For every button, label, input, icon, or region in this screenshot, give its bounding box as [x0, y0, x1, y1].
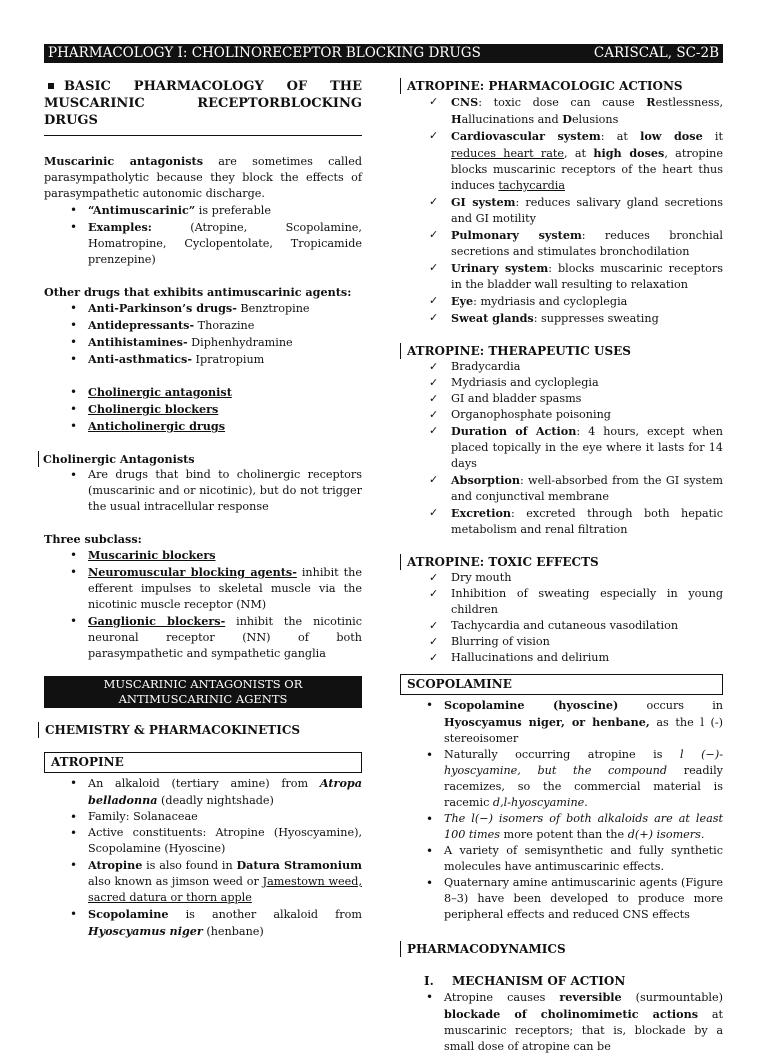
check-icon: ✓ — [429, 360, 439, 373]
list-item: • Ganglionic blockers- inhibit the nicotinic neuronal receptor (NN) of both parasympathetic and sympathetic ganglia — [44, 613, 362, 662]
list-item: • Examples: (Atropine, Scopolamine, Homatropine, Cyclopentolate, Tropicamide prenzepine) — [44, 219, 362, 268]
list-item: ✓ Organophosphate poisoning — [429, 408, 611, 421]
list-item: • Scopolamine is another alkaloid from Hyoscyamus niger (henbane) — [44, 906, 362, 940]
list-item: • The l(−) isomers of both alkaloids are at least 100 times more potent than the d(+) isomers. — [400, 811, 723, 843]
uses-heading: ATROPINE: THERAPEUTIC USES — [400, 343, 723, 359]
atropine-heading: ATROPINE — [44, 752, 362, 773]
list-item: ✓ Urinary system: blocks muscarinic receptors in the bladder wall resulting to relaxation — [429, 261, 723, 291]
list-item: • Muscarinic blockers — [44, 547, 362, 564]
list-item: • Cholinergic blockers — [44, 401, 362, 418]
list-item: ✓ Sweat glands: suppresses sweating — [429, 311, 659, 325]
check-icon: ✓ — [429, 228, 439, 241]
subclass-list — [44, 547, 362, 662]
list-item: • Neuromuscular blocking agents- inhibit the efferent impulses to skeletal muscle via the nicotinic muscle receptor (NM) — [44, 564, 362, 613]
list-item: ✓ Mydriasis and cycloplegia — [429, 376, 599, 389]
list-item: ✓ GI system: reduces salivary gland secretions and GI motility — [429, 195, 724, 225]
other-drugs-heading: Other drugs that exhibits antimuscarinic agents: — [44, 285, 352, 299]
list-item: ✓ Tachycardia and cutaneous vasodilation — [429, 619, 679, 632]
cholinergic-antagonists-heading: Cholinergic Antagonists — [38, 451, 362, 467]
check-icon: ✓ — [429, 408, 439, 421]
check-icon: ✓ — [429, 261, 439, 274]
list-item: ✓ Duration of Action: 4 hours, except when placed topically in the eye where it lasts for 14 days — [429, 424, 724, 470]
check-icon: ✓ — [429, 311, 439, 324]
check-icon: ✓ — [429, 635, 439, 648]
header-author: CARISCAL, SC-2B — [593, 45, 719, 61]
list-item: ✓ GI and bladder spasms — [429, 392, 582, 405]
check-icon: ✓ — [429, 473, 439, 486]
list-item: ✓ Excretion: excreted through both hepatic metabolism and renal filtration — [429, 506, 723, 536]
check-icon: ✓ — [429, 129, 439, 142]
list-item: ✓ CNS: toxic dose can cause Restlessness, Hallucinations and Delusions — [429, 95, 723, 126]
check-icon: ✓ — [429, 506, 439, 519]
scopolamine-heading: SCOPOLAMINE — [400, 674, 723, 695]
uses-list — [400, 359, 723, 538]
list-item: ✓ Inhibition of sweating especially in young children — [429, 587, 723, 616]
atropine-list — [44, 775, 362, 940]
list-item: • Active constituents: Atropine (Hyoscyamine), Scopolamine (Hyoscine) — [44, 825, 362, 857]
list-item: ✓ Cardiovascular system: at low dose it reduces heart rate, at high doses, atropine blocks muscarinic receptors of the heart thus induces tachycardia — [429, 129, 723, 192]
list-item: • Anti-Parkinson’s drugs- Benztropine — [44, 300, 362, 317]
list-item: ✓ Pulmonary system: reduces bronchial secretions and stimulates bronchodilation — [429, 228, 723, 258]
moa-list — [400, 989, 723, 1055]
list-item: • Anticholinergic drugs — [44, 418, 362, 435]
moa-heading: I. MECHANISM OF ACTION — [424, 974, 626, 988]
list-item: • Are drugs that bind to cholinergic receptors (muscarinic and or nicotinic), but do not trigger the usual intracellular response — [44, 467, 362, 515]
list-item: ✓ Hallucinations and delirium — [429, 651, 610, 664]
toxic-heading: ATROPINE: TOXIC EFFECTS — [400, 554, 723, 570]
list-item: • “Antimuscarinic” is preferable — [44, 202, 362, 219]
subclass-heading: Three subclass: — [44, 532, 142, 546]
left-column — [44, 78, 362, 940]
list-item: • An alkaloid (tertiary amine) from Atropa belladonna (deadly nightshade) — [44, 775, 362, 809]
intro-list — [44, 202, 362, 268]
right-column — [400, 78, 723, 1055]
pharmacodynamics-heading: PHARMACODYNAMICS — [400, 941, 723, 957]
list-item: • Scopolamine (hyoscine) occurs in Hyoscyamus niger, or henbane, as the l (-) stereoisomer — [400, 697, 723, 747]
check-icon: ✓ — [429, 424, 439, 437]
list-item: ✓ Dry mouth — [429, 571, 512, 584]
check-icon: ✓ — [429, 95, 439, 108]
check-icon: ✓ — [429, 392, 439, 405]
check-icon: ✓ — [429, 651, 439, 664]
list-item: • Family: Solanaceae — [44, 809, 362, 825]
scopolamine-list — [400, 697, 723, 923]
square-bullet-icon — [48, 83, 54, 89]
cholinergic-antagonists-list — [44, 467, 362, 515]
list-item: • A variety of semisynthetic and fully synthetic molecules have antimuscarinic effects. — [400, 843, 723, 875]
other-drugs-list — [44, 300, 362, 368]
actions-heading: ATROPINE: PHARMACOLOGIC ACTIONS — [400, 78, 723, 94]
intro-paragraph: Muscarinic antagonists are sometimes called parasympatholytic because they block the effects of parasympathetic autonomic discharge. — [44, 154, 362, 200]
toxic-list — [400, 570, 723, 666]
main-heading: BASIC PHARMACOLOGY OF THE MUSCARINIC RECEPTORBLOCKING DRUGS — [44, 78, 362, 136]
list-item: • Atropine is also found in Datura Stramonium also known as jimson weed or Jamestown weed, sacred datura or thorn apple — [44, 857, 362, 906]
list-item: • Atropine causes reversible (surmountable) blockade of cholinomimetic actions at muscarinic receptors; that is, blockade by a small dose of atropine can be — [400, 989, 723, 1055]
list-item: • Cholinergic antagonist — [44, 384, 362, 401]
antimuscarinic-agents-banner: MUSCARINIC ANTAGONISTS OR ANTIMUSCARINIC AGENTS — [44, 676, 362, 708]
check-icon: ✓ — [429, 195, 439, 208]
list-item: ✓ Absorption: well-absorbed from the GI system and conjunctival membrane — [429, 473, 723, 503]
page-header — [44, 44, 723, 63]
list-item: ✓ Bradycardia — [429, 360, 521, 373]
list-item: • Naturally occurring atropine is l (−)-hyoscyamine, but the compound readily racemizes, so the commercial material is racemic d,l-hyoscyamine. — [400, 747, 723, 811]
chemistry-heading: CHEMISTRY & PHARMACOKINETICS — [38, 722, 362, 738]
list-item: ✓ Eye: mydriasis and cycloplegia — [429, 294, 628, 308]
actions-list — [400, 94, 723, 327]
list-item: • Anti-asthmatics- Ipratropium — [44, 351, 362, 368]
header-title: PHARMACOLOGY I: CHOLINORECEPTOR BLOCKING DRUGS — [48, 45, 481, 61]
list-item: • Antidepressants- Thorazine — [44, 317, 362, 334]
list-item: • Antihistamines- Diphenhydramine — [44, 334, 362, 351]
synonyms-list — [44, 384, 362, 435]
list-item: ✓ Blurring of vision — [429, 635, 550, 648]
check-icon: ✓ — [429, 294, 439, 307]
check-icon: ✓ — [429, 587, 439, 600]
list-item: • Quaternary amine antimuscarinic agents (Figure 8–3) have been developed to produce more peripheral effects and reduced CNS effects — [400, 875, 723, 923]
check-icon: ✓ — [429, 376, 439, 389]
check-icon: ✓ — [429, 571, 439, 584]
check-icon: ✓ — [429, 619, 439, 632]
